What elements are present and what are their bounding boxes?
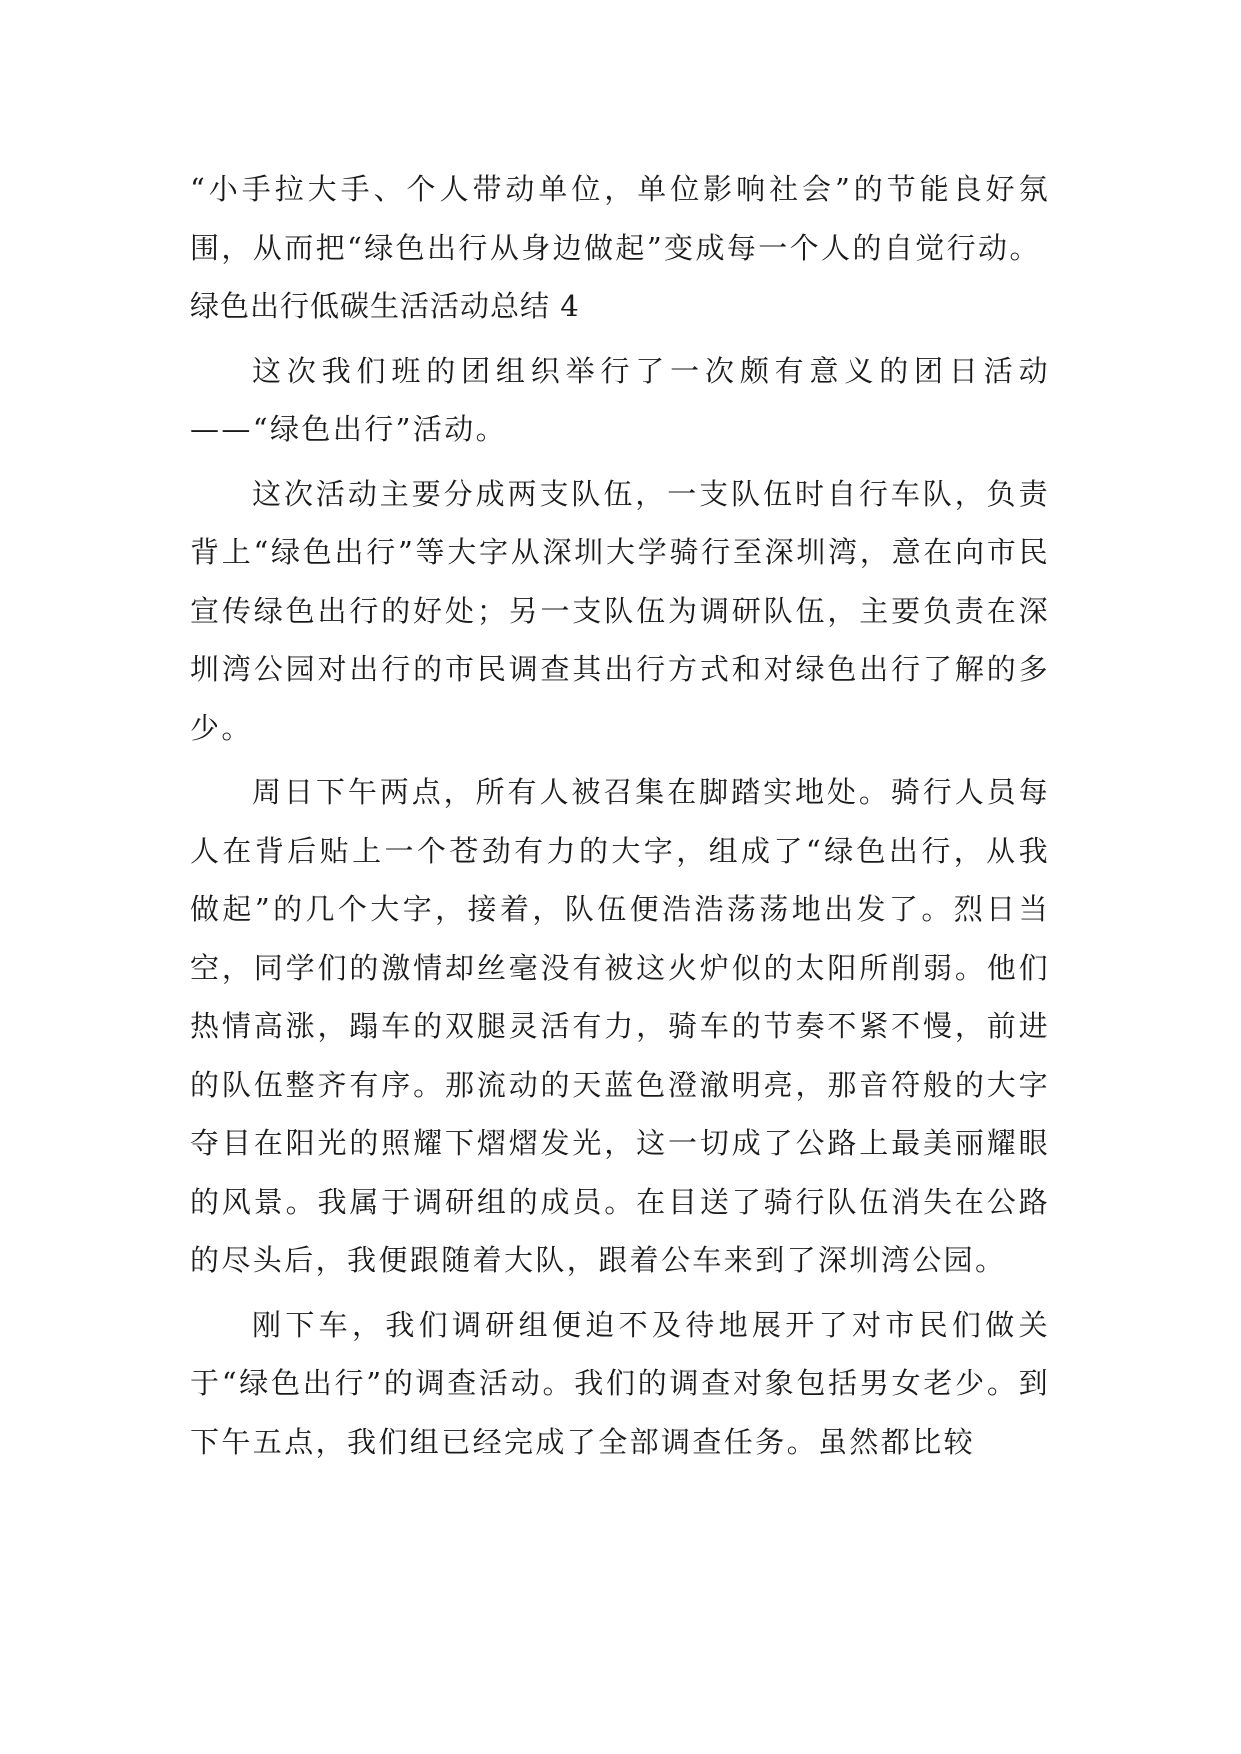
section-heading: 绿色出行低碳生活活动总结 4 bbox=[190, 289, 580, 323]
paragraph-intro: 这次我们班的团组织举行了一次颇有意义的团日活动——“绿色出行”活动。 bbox=[190, 353, 1050, 446]
paragraph-teams: 这次活动主要分成两支队伍，一支队伍时自行车队，负责背上“绿色出行”等大字从深圳大学骑行至深圳湾，意在向市民宣传绿色出行的好处；另一支队伍为调研队伍，主要负责在深圳湾公园对出行的市民调查其出行方式和对绿色出行了解的多少。 bbox=[190, 476, 1050, 745]
paragraph-continuation: “小手拉大手、个人带动单位，单位影响社会”的节能良好氛围，从而把“绿色出行从身边做起”变成每一个人的自觉行动。 bbox=[190, 172, 1050, 265]
paragraph-survey: 刚下车，我们调研组便迫不及待地展开了对市民们做关于“绿色出行”的调查活动。我们的调查对象包括男女老少。到下午五点，我们组已经完成了全部调查任务。虽然都比较 bbox=[190, 1307, 1050, 1459]
paragraph-ride: 周日下午两点，所有人被召集在脚踏实地处。骑行人员每人在背后贴上一个苍劲有力的大字，组成了“绿色出行，从我做起”的几个大字，接着，队伍便浩浩荡荡地出发了。烈日当空，同学们的激情却丝毫没有被这火炉似的太阳所削弱。他们热情高涨，蹋车的双腿灵活有力，骑车的节奏不紧不慢，前进的队伍整齐有序。那流动的天蓝色澄澈明亮，那音符般的大字夺目在阳光的照耀下熠熠发光，这一切成了公路上最美丽耀眼的风景。我属于调研组的成员。在目送了骑行队伍消失在公路的尽头后，我便跟随着大队，跟着公车来到了深圳湾公园。 bbox=[190, 775, 1050, 1277]
document-body bbox=[190, 160, 1050, 1471]
